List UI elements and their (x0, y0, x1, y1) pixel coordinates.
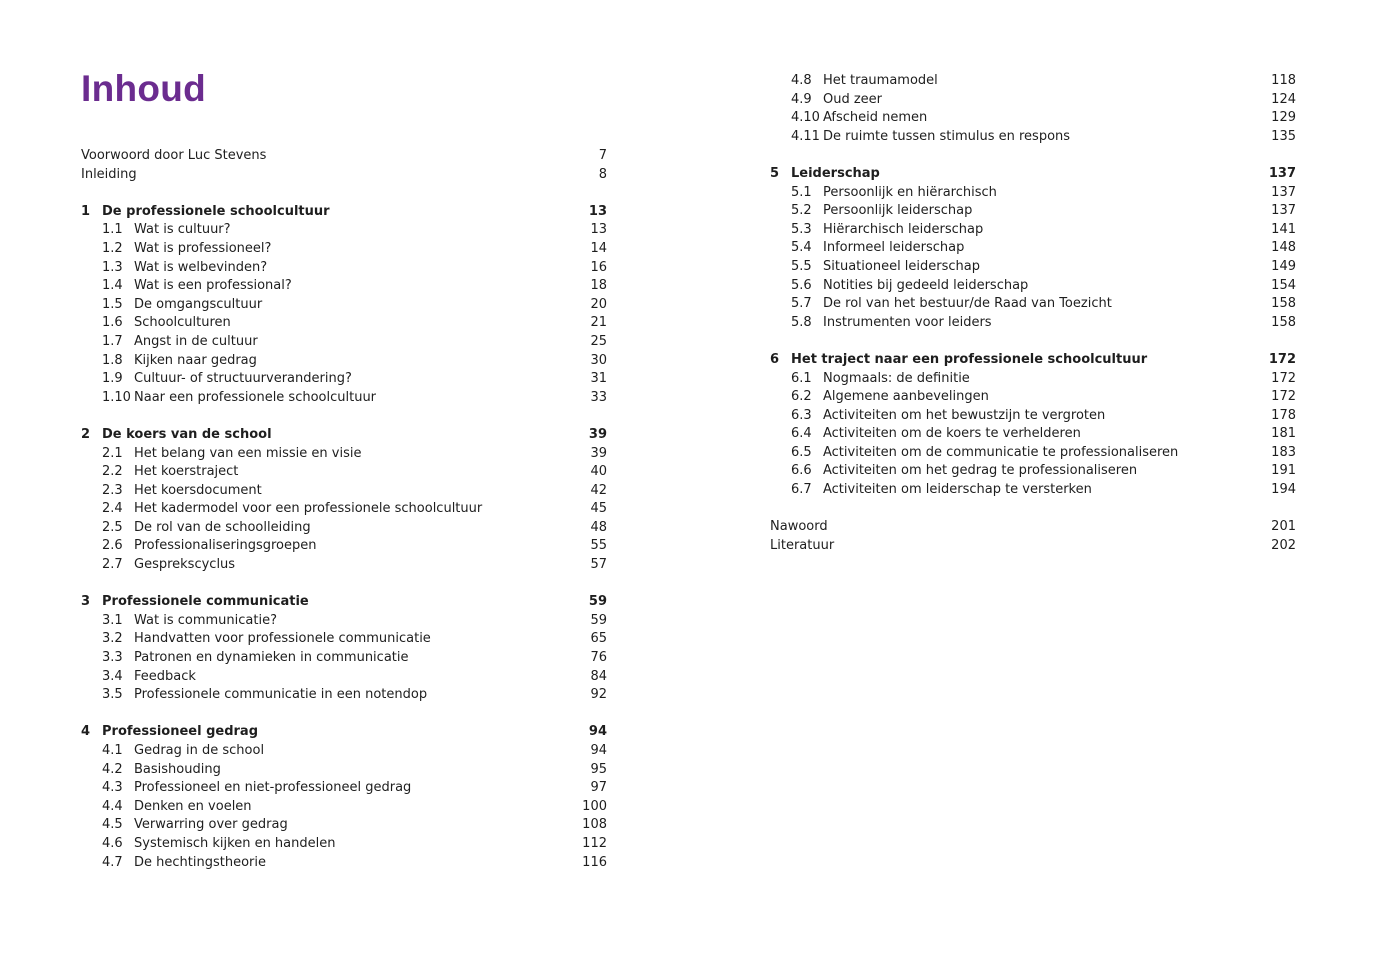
toc-title: Schoolculturen (134, 315, 231, 331)
toc-number: 4.9 (791, 91, 812, 107)
toc-section-row (770, 128, 1296, 147)
toc-title: Wat is cultuur? (134, 222, 231, 238)
toc-number: 1.4 (102, 278, 123, 294)
toc-title: Systemisch kijken en handelen (134, 835, 336, 851)
toc-title: Afscheid nemen (823, 110, 928, 126)
toc-page-number: 59 (588, 594, 607, 610)
toc-page-number: 112 (582, 835, 607, 851)
toc-number: 4.6 (102, 835, 123, 851)
toc-title: Oud zeer (823, 91, 883, 107)
toc-number: 4.11 (791, 128, 820, 144)
toc-number: 3.3 (102, 650, 123, 666)
toc-title: Notities bij gedeeld leiderschap (823, 277, 1029, 293)
toc-entry-row (770, 518, 1296, 537)
toc-title: Activiteiten om de communicatie te professionaliseren (823, 444, 1179, 460)
toc-number: 3.5 (102, 687, 123, 703)
toc-section-row (81, 352, 607, 371)
toc-page-number: 116 (582, 854, 607, 870)
toc-page-number: 39 (590, 445, 607, 461)
toc-number: 4.7 (102, 854, 123, 870)
toc-number: 2.3 (102, 482, 123, 498)
toc-number: 4.2 (102, 761, 123, 777)
toc-title: Naar een professionele schoolcultuur (134, 389, 377, 405)
toc-number: 5.7 (791, 296, 812, 312)
toc-title: Informeel leiderschap (823, 240, 965, 256)
toc-page-number: 135 (1271, 128, 1296, 144)
toc-page-number: 172 (1271, 389, 1296, 405)
toc-number: 4.1 (102, 743, 123, 758)
toc-title: Wat is welbevinden? (134, 259, 268, 275)
toc-section-row (81, 482, 607, 501)
toc-section-row (770, 444, 1296, 463)
toc-page-number: 13 (590, 222, 607, 238)
toc-title: Activiteiten om het bewustzijn te vergroten (823, 407, 1106, 423)
toc-title: De hechtingstheorie (134, 854, 266, 870)
toc-number: 2.7 (102, 557, 123, 573)
toc-section-row (81, 779, 607, 798)
toc-number: 4 (81, 724, 91, 740)
toc-page-number: 137 (1271, 203, 1296, 219)
toc-number: 5.4 (791, 240, 812, 256)
toc-section-row (81, 854, 607, 873)
toc-section-row (81, 668, 607, 687)
toc-title: Het koerstraject (134, 464, 239, 480)
toc-section-row (770, 109, 1296, 128)
toc-title: Hiërarchisch leiderschap (823, 221, 984, 237)
toc-page-number: 191 (1271, 463, 1296, 479)
toc-page-number: 202 (1271, 537, 1296, 553)
toc-title: Handvatten voor professionele communicatie (134, 631, 431, 647)
toc-entry-row (81, 147, 607, 166)
toc-title: Het koersdocument (134, 482, 262, 498)
page-title: Inhoud (81, 68, 207, 109)
toc-section-row (770, 295, 1296, 314)
toc-page-number: 57 (590, 557, 607, 573)
toc-section-row (770, 370, 1296, 389)
toc-chapter-row (81, 723, 607, 742)
toc-section-row (81, 816, 607, 835)
toc-number: 5.2 (791, 203, 812, 219)
toc-title: Instrumenten voor leiders (823, 314, 992, 330)
toc-section-row (81, 370, 607, 389)
toc-number: 6.3 (791, 407, 812, 423)
toc-title: Activiteiten om leiderschap te versterken (823, 482, 1092, 498)
toc-number: 5 (770, 165, 780, 181)
toc-title: Wat is een professional? (134, 278, 292, 294)
toc-section-row (770, 277, 1296, 296)
toc-page-number: 108 (582, 817, 607, 833)
toc-title: Algemene aanbevelingen (823, 389, 989, 405)
toc-page-number: 33 (590, 389, 607, 405)
toc-page-number: 97 (590, 780, 607, 796)
toc-number: 2.1 (102, 445, 123, 461)
toc-page-number: 201 (1271, 519, 1296, 535)
toc-page-number: 18 (590, 278, 607, 294)
toc-section-row (770, 314, 1296, 333)
toc-number: 6.7 (791, 482, 812, 498)
toc-section-row (770, 425, 1296, 444)
toc-page-number: 172 (1268, 351, 1296, 367)
toc-number: 1.1 (102, 222, 123, 238)
toc-title: Verwarring over gedrag (134, 817, 288, 833)
toc-title: Professionaliseringsgroepen (134, 538, 317, 554)
toc-number: 4.5 (102, 817, 123, 833)
toc-title: Wat is communicatie? (134, 612, 277, 628)
toc-number: 6 (770, 351, 780, 367)
toc-number: 5.8 (791, 314, 812, 330)
toc-right-column (770, 72, 1296, 555)
toc-page-number: 124 (1271, 91, 1296, 107)
toc-section-row (770, 239, 1296, 258)
toc-title: Professionele communicatie (102, 594, 309, 610)
toc-chapter-row (81, 426, 607, 445)
toc-title: De omgangscultuur (134, 296, 263, 312)
toc-section-row (81, 277, 607, 296)
toc-page-number: 45 (590, 501, 607, 517)
toc-title: Nogmaals: de definitie (823, 370, 970, 386)
toc-section-row (770, 388, 1296, 407)
toc-number: 2.5 (102, 519, 123, 535)
toc-section-row (770, 481, 1296, 500)
toc-title: Gedrag in de school (134, 743, 265, 758)
toc-title: De koers van de school (102, 426, 272, 442)
toc-title: Basishouding (134, 761, 221, 777)
toc-title: Denken en voelen (134, 798, 252, 814)
toc-section-row (81, 296, 607, 315)
toc-title: Nawoord (770, 519, 828, 535)
toc-title: De ruimte tussen stimulus en respons (823, 128, 1071, 144)
toc-number: 1.5 (102, 296, 123, 312)
toc-section-row (81, 612, 607, 631)
toc-section-row (81, 333, 607, 352)
toc-title: De rol van de schoolleiding (134, 519, 311, 535)
toc-title: De professionele schoolcultuur (102, 203, 330, 219)
toc-page-number: 183 (1271, 444, 1296, 460)
toc-page-number: 21 (590, 315, 607, 331)
toc-page-number: 95 (590, 761, 607, 777)
toc-title: Activiteiten om de koers te verhelderen (823, 426, 1081, 442)
toc-title: Persoonlijk leiderschap (823, 203, 973, 219)
toc-section-row (81, 742, 607, 761)
toc-page-number: 20 (590, 296, 607, 312)
toc-section-row (81, 686, 607, 705)
toc-page-number: 100 (582, 798, 607, 814)
toc-section-row (81, 221, 607, 240)
toc-section-row (770, 407, 1296, 426)
toc-number: 2.2 (102, 464, 123, 480)
toc-page-number: 8 (598, 166, 607, 182)
toc-section-row (770, 258, 1296, 277)
toc-number: 1.9 (102, 371, 123, 387)
toc-page-number: 118 (1271, 73, 1296, 88)
toc-number: 6.4 (791, 426, 812, 442)
toc-page-number: 154 (1271, 277, 1296, 293)
toc-page-number: 59 (590, 612, 607, 628)
toc-page-number: 40 (590, 464, 607, 480)
toc-title: Patronen en dynamieken in communicatie (134, 650, 409, 666)
toc-page-number: 30 (590, 352, 607, 368)
toc-title: Professionele communicatie in een notendop (134, 687, 428, 703)
toc-number: 5.3 (791, 221, 812, 237)
toc-title: Persoonlijk en hiërarchisch (823, 184, 997, 200)
toc-page-number: 172 (1271, 370, 1296, 386)
toc-title: Professioneel en niet-professioneel gedrag (134, 780, 412, 796)
toc-number: 4.3 (102, 780, 123, 796)
toc-section-row (81, 445, 607, 464)
toc-number: 4.4 (102, 798, 123, 814)
toc-section-row (81, 798, 607, 817)
toc-section-row (81, 761, 607, 780)
toc-page-number: 48 (590, 519, 607, 535)
toc-section-row (770, 202, 1296, 221)
toc-page-number: 129 (1271, 110, 1296, 126)
toc-section-row (81, 500, 607, 519)
toc-title: Het kadermodel voor een professionele schoolcultuur (134, 501, 483, 517)
toc-section-row (81, 463, 607, 482)
toc-title: Voorwoord door Luc Stevens (81, 148, 267, 163)
toc-title: Het traject naar een professionele schoolcultuur (791, 351, 1148, 367)
toc-number: 6.1 (791, 370, 812, 386)
toc-chapter-row (81, 593, 607, 612)
toc-title: Angst in de cultuur (134, 333, 258, 349)
toc-section-row (81, 630, 607, 649)
toc-section-row (770, 184, 1296, 203)
toc-section-row (81, 389, 607, 408)
toc-page-number: 14 (590, 240, 607, 256)
toc-number: 6.6 (791, 463, 812, 479)
toc-section-row (81, 240, 607, 259)
toc-title: Feedback (134, 668, 196, 684)
toc-number: 6.2 (791, 389, 812, 405)
toc-number: 5.6 (791, 277, 812, 293)
toc-page-number: 158 (1271, 296, 1296, 312)
toc-title: Het traumamodel (823, 73, 938, 88)
toc-entry-row (770, 537, 1296, 556)
toc-chapter-row (770, 165, 1296, 184)
toc-section-row (81, 314, 607, 333)
toc-page-number: 148 (1271, 240, 1296, 256)
toc-page-number: 13 (588, 203, 607, 219)
toc-title: Cultuur- of structuurverandering? (134, 371, 352, 387)
toc-number: 2.4 (102, 501, 123, 517)
toc-title: Kijken naar gedrag (134, 352, 257, 368)
toc-page-number: 181 (1271, 426, 1296, 442)
toc-title: Activiteiten om het gedrag te professionaliseren (823, 463, 1138, 479)
toc-number: 4.8 (791, 73, 812, 88)
toc-page-number: 158 (1271, 314, 1296, 330)
toc-title: Professioneel gedrag (102, 724, 258, 740)
toc-page-number: 137 (1268, 165, 1296, 181)
toc-title: Leiderschap (791, 165, 880, 181)
toc-entry-row (81, 166, 607, 185)
toc-page-number: 149 (1271, 258, 1296, 274)
toc-page-number: 84 (590, 668, 607, 684)
toc-left-column (81, 147, 607, 872)
toc-number: 2.6 (102, 538, 123, 554)
toc-number: 3.1 (102, 612, 123, 628)
toc-page-number: 178 (1271, 407, 1296, 423)
toc-section-row (81, 835, 607, 854)
toc-page-number: 92 (590, 687, 607, 703)
toc-title: Wat is professioneel? (134, 240, 272, 256)
toc-page-number: 65 (590, 631, 607, 647)
toc-number: 5.1 (791, 184, 812, 200)
toc-chapter-row (81, 203, 607, 222)
toc-page-number: 7 (598, 148, 607, 163)
toc-page-number: 25 (590, 333, 607, 349)
toc-number: 5.5 (791, 258, 812, 274)
toc-page-number: 39 (588, 426, 607, 442)
toc-section-row (81, 537, 607, 556)
toc-page-number: 94 (590, 743, 607, 758)
toc-section-row (81, 649, 607, 668)
toc-title: Literatuur (770, 537, 835, 553)
toc-number: 1.6 (102, 315, 123, 331)
toc-page-number: 194 (1271, 482, 1296, 498)
toc-title: Gesprekscyclus (134, 557, 236, 573)
toc-chapter-row (770, 351, 1296, 370)
toc-page-number: 42 (590, 482, 607, 498)
toc-section-row (770, 221, 1296, 240)
toc-number: 1.8 (102, 352, 123, 368)
toc-title: Situationeel leiderschap (823, 258, 981, 274)
toc-number: 3 (81, 594, 91, 610)
toc-page-number: 137 (1271, 184, 1296, 200)
toc-section-row (770, 91, 1296, 110)
toc-page-number: 94 (588, 724, 607, 740)
toc-page-number: 141 (1271, 221, 1296, 237)
toc-number: 1.7 (102, 333, 123, 349)
toc-title: Inleiding (81, 166, 137, 182)
toc-number: 6.5 (791, 444, 812, 460)
toc-section-row (81, 259, 607, 278)
toc-number: 1.10 (102, 389, 131, 405)
toc-number: 4.10 (791, 110, 820, 126)
toc-number: 2 (81, 426, 91, 442)
toc-page-number: 55 (590, 538, 607, 554)
toc-number: 3.4 (102, 668, 123, 684)
toc-page-number: 76 (590, 650, 607, 666)
toc-title: Het belang van een missie en visie (134, 445, 362, 461)
toc-section-row (770, 72, 1296, 91)
toc-number: 1.3 (102, 259, 123, 275)
toc-number: 1.2 (102, 240, 123, 256)
toc-section-row (81, 519, 607, 538)
toc-page-number: 31 (590, 371, 607, 387)
toc-section-row (770, 462, 1296, 481)
toc-page-number: 16 (590, 259, 607, 275)
toc-number: 3.2 (102, 631, 123, 647)
toc-title: De rol van het bestuur/de Raad van Toezicht (823, 296, 1112, 312)
toc-section-row (81, 556, 607, 575)
toc-number: 1 (81, 203, 91, 219)
